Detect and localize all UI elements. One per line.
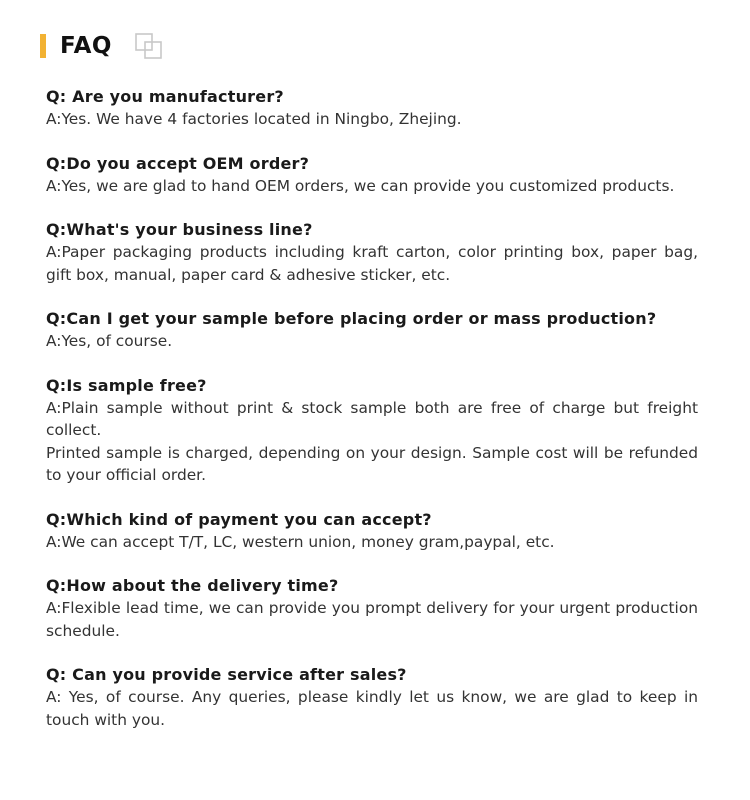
- faq-item: [46, 308, 698, 353]
- page-title: FAQ: [60, 33, 112, 59]
- faq-answer-paragraph: A:We can accept T/T, LC, western union, money gram,paypal, etc.: [46, 532, 555, 551]
- accent-bar: [40, 34, 46, 58]
- faq-answer-paragraph: A:Paper packaging products including kraft carton, color printing box, paper bag, gift box, manual, paper card & adhesive sticker, etc.: [46, 243, 698, 284]
- faq-answer: [46, 686, 698, 731]
- faq-answer: [46, 175, 698, 198]
- faq-question: Q:Is sample free?: [46, 375, 207, 395]
- faq-answer-paragraph: A:Flexible lead time, we can provide you prompt delivery for your urgent production schedule.: [46, 599, 698, 640]
- overlapping-squares-icon: [134, 32, 164, 60]
- faq-answer-paragraph: A:Yes, we are glad to hand OEM orders, we can provide you customized products.: [46, 176, 675, 195]
- faq-question: Q:How about the delivery time?: [46, 576, 339, 595]
- faq-answer: [46, 597, 698, 642]
- faq-question: Q: Are you manufacturer?: [46, 87, 284, 106]
- faq-item: [46, 86, 698, 131]
- faq-question: Q:Do you accept OEM order?: [46, 153, 310, 173]
- faq-item: [46, 664, 698, 731]
- faq-question: Q:Which kind of payment you can accept?: [46, 509, 432, 529]
- faq-answer-paragraph: A:Plain sample without print & stock sample both are free of charge but freight collect.: [46, 398, 698, 439]
- faq-item: [46, 509, 698, 554]
- faq-answer-paragraph: Printed sample is charged, depending on your design. Sample cost will be refunded to your official order.: [46, 443, 698, 484]
- faq-item: [46, 575, 698, 642]
- faq-item: [46, 219, 698, 286]
- faq-answer-paragraph: A:Yes, of course.: [46, 332, 173, 350]
- faq-answer: [46, 397, 698, 487]
- faq-list: [46, 86, 698, 753]
- faq-answer: [46, 330, 698, 353]
- faq-question: Q: Can you provide service after sales?: [46, 665, 407, 684]
- faq-item: [46, 153, 698, 198]
- faq-question: Q:What's your business line?: [46, 220, 313, 239]
- faq-answer-paragraph: A:Yes. We have 4 factories located in Ningbo, Zhejing.: [46, 110, 462, 128]
- faq-answer: [46, 241, 698, 286]
- faq-answer-paragraph: A: Yes, of course. Any queries, please kindly let us know, we are glad to keep in touch with you.: [46, 688, 698, 729]
- faq-answer: [46, 108, 698, 131]
- faq-header: [40, 32, 164, 60]
- faq-answer: [46, 531, 698, 554]
- faq-question: Q:Can I get your sample before placing order or mass production?: [46, 309, 657, 328]
- faq-item: [46, 375, 698, 487]
